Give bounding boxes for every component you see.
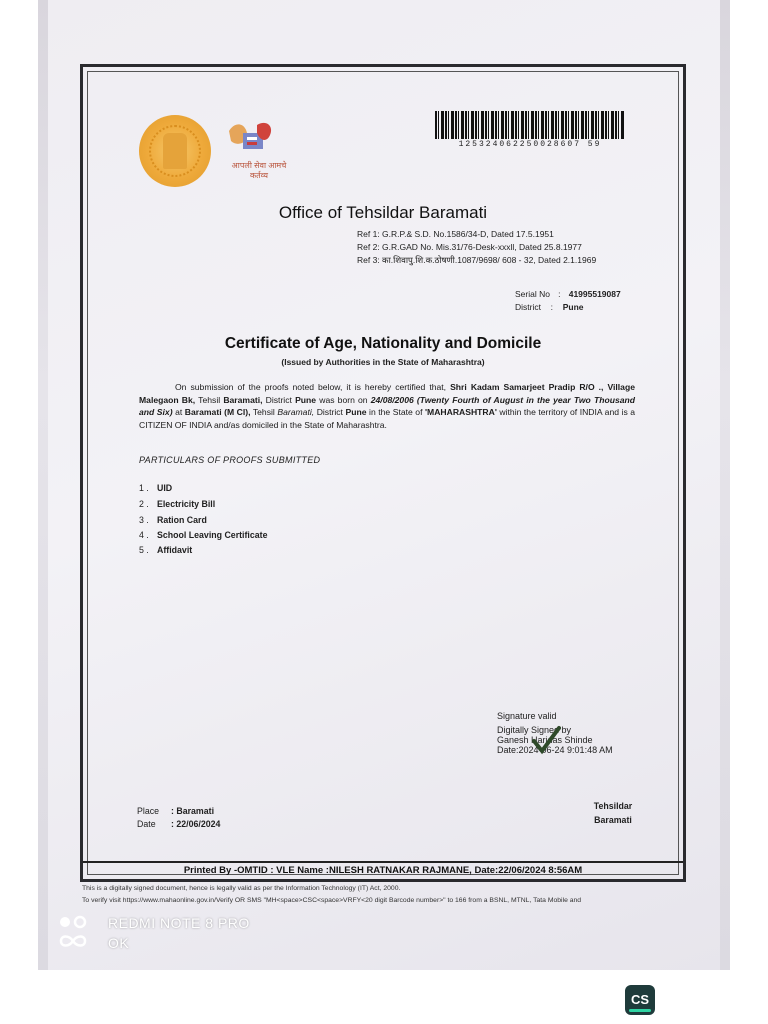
place-date-block: Place : Baramati Date : 22/06/2024 <box>137 806 221 829</box>
date-of-birth: 24/08/2006 (Twenty Fourth of August in the year Two Thousand and Six) <box>139 394 635 418</box>
signature-check-icon <box>531 725 561 755</box>
proof-item: 2 . Electricity Bill <box>139 499 216 509</box>
proof-item: 1 . UID <box>139 483 173 493</box>
document-photo <box>38 0 730 970</box>
office-title: Office of Tehsildar Baramati <box>278 203 488 222</box>
district-value: Pune <box>562 302 584 312</box>
district-row: District : Pune <box>515 302 584 312</box>
proof-item: 4 . School Leaving Certificate <box>139 530 268 540</box>
reference-3: Ref 3: का.शिवापु.शि.क.ठोषणी.1087/9698/ 608 - 32, Dated 2.1.1969 <box>357 255 597 265</box>
reference-1: Ref 1: G.R.P.& S.D. No.1586/34-D, Dated 17.5.1951 <box>357 229 554 239</box>
legal-validity-note: This is a digitally signed document, hence is legally valid as per the Information Technology (IT) Act, 2000. <box>82 885 401 892</box>
proof-item: 5 . Affidavit <box>139 545 193 555</box>
proof-item: 3 . Ration Card <box>139 515 207 525</box>
printed-by-line: Printed By -OMTID : VLE Name :NILESH RATNAKAR RAJMANE, Date:22/06/2024 8:56AM <box>83 861 683 879</box>
watermark-device: REDMI NOTE 8 PRO <box>108 915 250 931</box>
issuing-authority: Tehsildar Baramati <box>593 801 633 825</box>
signature-status: Signature valid <box>497 711 557 721</box>
barcode <box>435 111 625 139</box>
barcode-number: 125324062250028607 59 <box>458 140 602 149</box>
digital-signature-block: Signature valid Digitally Signed by Ganesh Haridas Shinde Date:2024-06-24 9:01:48 AM <box>497 711 613 755</box>
serial-row: Serial No : 41995519087 <box>515 289 621 299</box>
reference-2: Ref 2: G.R.GAD No. Mis.31/76-Desk-xxxll, Dated 25.8.1977 <box>357 242 582 252</box>
camscanner-logo: CS <box>625 985 655 1015</box>
applicant-name: Kadam Samarjeet Pradip <box>470 382 576 392</box>
serial-label: Serial No <box>515 289 550 299</box>
proofs-heading: PARTICULARS OF PROOFS SUBMITTED <box>139 455 321 465</box>
signature-date: Date:2024-06-24 9:01:48 AM <box>497 745 613 755</box>
verification-note: To verify visit https://www.mahaonline.gov.in/Verify OR SMS "MH<space>CSC<space>VRFY<20 digit Barcode number>" to 166 from a BSNL, MTNL, Tata Mobile and <box>82 897 582 904</box>
camera-logo-icon <box>58 913 94 953</box>
logo-tagline: आपली सेवा आमचे कर्तव्य <box>231 161 287 180</box>
certificate-title: Certificate of Age, Nationality and Domicile <box>224 335 542 352</box>
date-value: : 22/06/2024 <box>171 819 221 829</box>
certificate-frame <box>80 64 686 882</box>
certificate-body: On submission of the proofs noted below, it is hereby certified that, Shri Kadam Samarjeet Pradip R/O ., Village Malegaon Bk, Tehsil Baramati, District Pune was born on 24/08/2006 (Twenty Fourth of August in the year Two Thousand and Six) at Baramati (M Cl), Tehsil Baramati, District Pune in the State of 'MAHARASHTRA' within the territory of INDIA and is a CITIZEN OF INDIA and/as domiciled in the State of Maharashtra. <box>139 382 636 430</box>
district-label: District <box>515 302 541 312</box>
serial-value: 41995519087 <box>568 289 621 299</box>
certificate-subtitle: (Issued by Authorities in the State of Maharashtra) <box>281 357 485 367</box>
maharashtra-seal-icon <box>139 115 211 187</box>
watermark-sub: OK <box>108 935 130 951</box>
place-value: : Baramati <box>171 806 215 816</box>
paper-sheet <box>48 0 720 970</box>
signer-name: Ganesh Haridas Shinde <box>497 735 593 745</box>
